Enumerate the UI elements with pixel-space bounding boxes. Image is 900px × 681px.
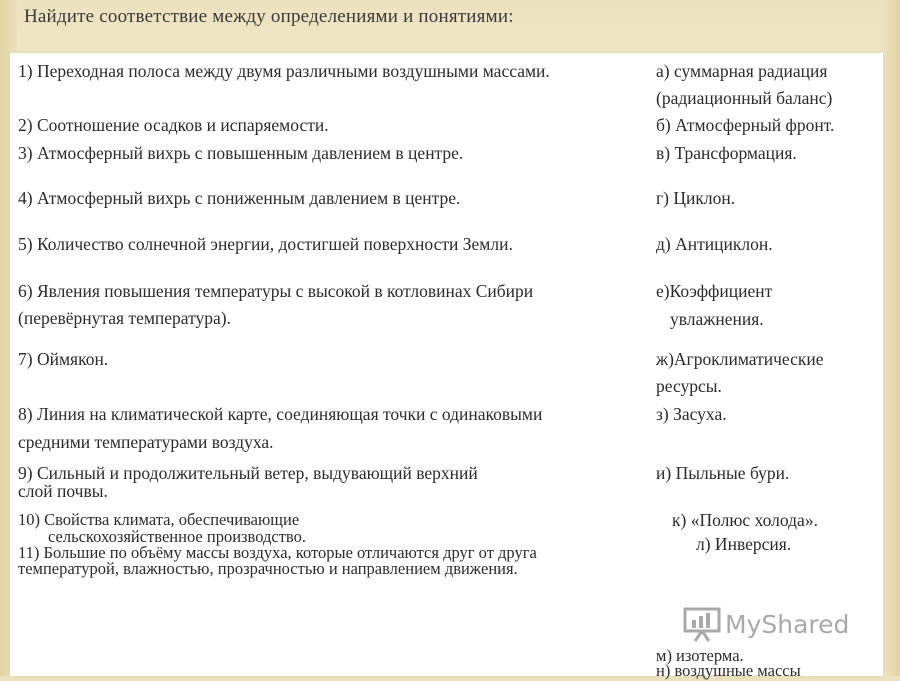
definition-8-line2: средними температурами воздуха. xyxy=(18,432,274,452)
definition-7: 7) Оймякон. xyxy=(18,349,109,369)
definition-1: 1) Переходная полоса между двумя различными воздушными массами. xyxy=(18,61,550,81)
definition-4: 4) Атмосферный вихрь с пониженным давлением в центре. xyxy=(18,188,461,208)
content-panel xyxy=(10,53,883,680)
definition-6-line2: (перевёрнутая температура). xyxy=(18,308,231,328)
watermark xyxy=(683,606,849,642)
definition-10-line1: 10) Свойства климата, обеспечивающие xyxy=(18,510,300,529)
concept-m: м) изотерма. xyxy=(656,646,744,665)
definition-9-line1: 9) Сильный и продолжительный ветер, выдувающий верхний xyxy=(18,463,478,483)
definition-10-line2: сельскохозяйственное производство. xyxy=(48,527,306,546)
concept-a-line1: а) суммарная радиация xyxy=(656,61,828,81)
definition-2: 2) Соотношение осадков и испаряемости. xyxy=(18,115,329,135)
concept-n: н) воздушные массы xyxy=(656,661,801,680)
concept-l: л) Инверсия. xyxy=(696,534,792,554)
concept-a-line2: (радиационный баланс) xyxy=(656,88,833,108)
right-border xyxy=(880,0,900,676)
concept-b: б) Атмосферный фронт. xyxy=(656,115,835,135)
concept-z: з) Засуха. xyxy=(656,404,727,424)
concept-i: и) Пыльные бури. xyxy=(656,463,790,483)
definition-8-line1: 8) Линия на климатической карте, соединяющая точки с одинаковыми xyxy=(18,404,543,424)
concept-e-line1: е)Коэффициент xyxy=(656,281,773,301)
concept-k: к) «Полюс холода». xyxy=(672,510,818,530)
watermark-text: MyShared xyxy=(725,609,850,639)
definition-11-line2: температурой, влажностью, прозрачностью и направлением движения. xyxy=(18,559,518,578)
page-title: Найдите соответствие между определениями и понятиями: xyxy=(24,6,514,27)
definition-3: 3) Атмосферный вихрь с повышенным давлением в центре. xyxy=(18,143,464,163)
concept-e-line2: увлажнения. xyxy=(670,309,764,329)
definition-9-line2: слой почвы. xyxy=(18,481,108,501)
definition-11-line1: 11) Большие по объёму массы воздуха, которые отличаются друг от друга xyxy=(18,543,537,562)
concept-zh-line2: ресурсы. xyxy=(656,376,722,396)
concept-v: в) Трансформация. xyxy=(656,143,797,163)
definition-5: 5) Количество солнечной энергии, достигшей поверхности Земли. xyxy=(18,234,513,254)
concept-zh-line1: ж)Агроклиматические xyxy=(656,349,824,369)
presentation-icon xyxy=(683,606,721,642)
definition-6-line1: 6) Явления повышения температуры с высокой в котловинах Сибири xyxy=(18,281,534,301)
concept-d: д) Антициклон. xyxy=(656,234,773,254)
concept-g: г) Циклон. xyxy=(656,188,736,208)
